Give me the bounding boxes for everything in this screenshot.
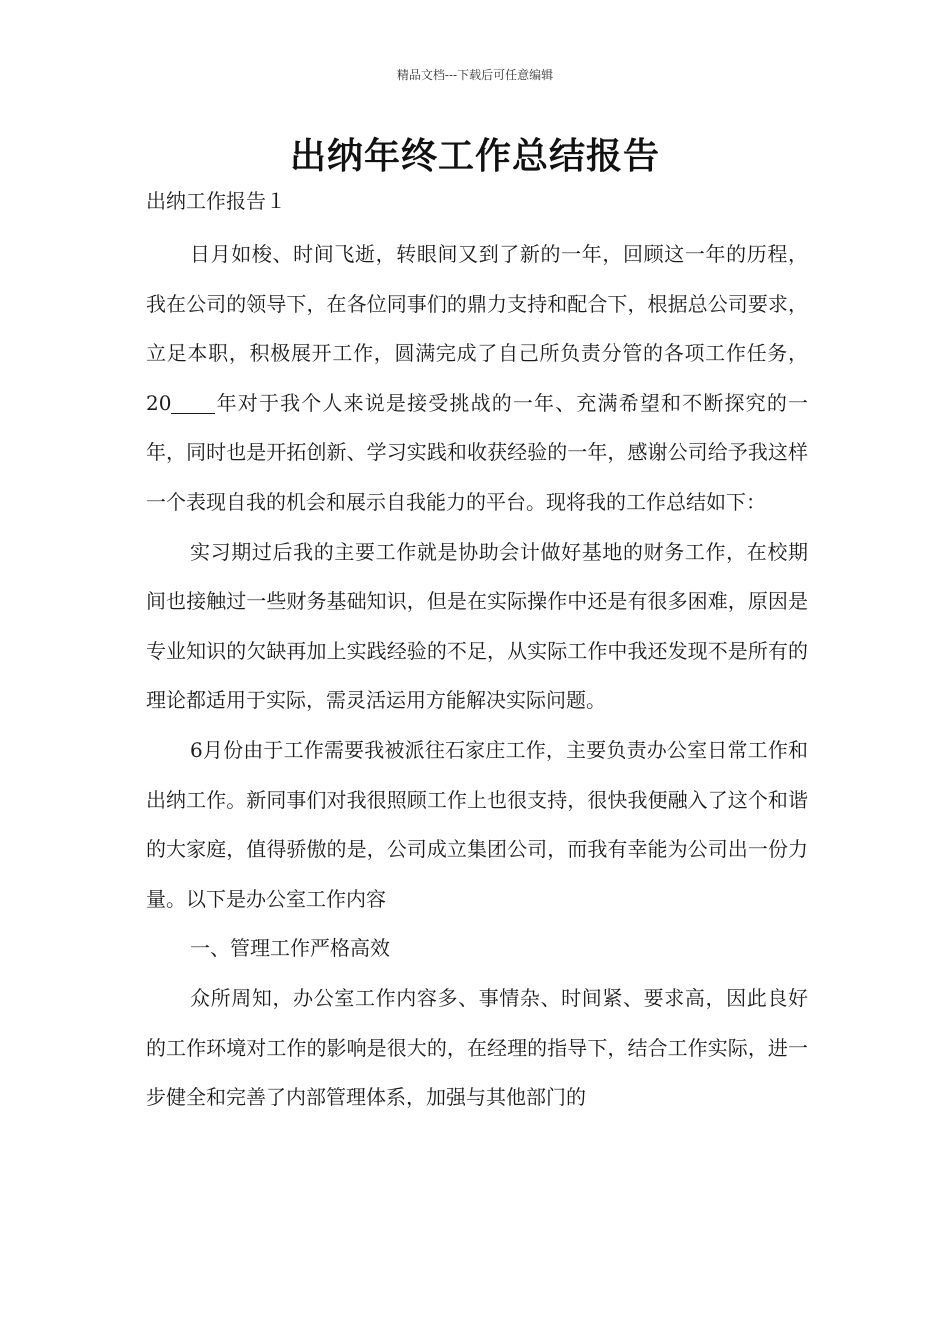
year-blank (171, 393, 215, 414)
section-heading-management: 一、管理工作严格高效 (190, 936, 390, 961)
paragraph-intro (146, 230, 808, 528)
document-body (146, 230, 808, 1123)
report-subtitle: 出纳工作报告１ (146, 189, 286, 213)
paragraph-intro-part1: 日月如梭、时间飞逝，转眼间又到了新的一年，回顾这一年的历程，我在公司的领导下，在各位同事们的鼎力支持和配合下，根据总公司要求，立足本职，积极展开工作，圆满完成了自己所负责分管的各项工作任务，20 (146, 242, 808, 415)
paragraph-june: 6月份由于工作需要我被派往石家庄工作，主要负责办公室日常工作和出纳工作。新同事们对我很照顾工作上也很支持，很快我便融入了这个和谐的大家庭，值得骄傲的是，公司成立集团公司，而我有幸能为公司出一份力量。以下是办公室工作内容 (146, 737, 808, 911)
header-note: 精品文档---下载后可任意编辑 (396, 68, 554, 82)
paragraph-internship: 实习期过后我的主要工作就是协助会计做好基地的财务工作，在校期间也接触过一些财务基础知识，但是在实际操作中还是有很多困难，原因是专业知识的欠缺再加上实践经验的不足，从实际工作中我还发现不是所有的理论都适用于实际，需灵活运用方能解决实际问题。 (146, 539, 808, 713)
paragraph-intro-part2: 年对于我个人来说是接受挑战的一年、充满希望和不断探究的一年，同时也是开拓创新、学习实践和收获经验的一年，感谢公司给予我这样一个表现自我的机会和展示自我能力的平台。现将我的工作总结如下： (146, 390, 808, 514)
paragraph-office-work: 众所周知，办公室工作内容多、事情杂、时间紧、要求高，因此良好的工作环境对工作的影响是很大的，在经理的指导下，结合工作实际，进一步健全和完善了内部管理体系，加强与其他部门的 (146, 985, 808, 1110)
document-title: 出纳年终工作总结报告 (289, 135, 660, 177)
